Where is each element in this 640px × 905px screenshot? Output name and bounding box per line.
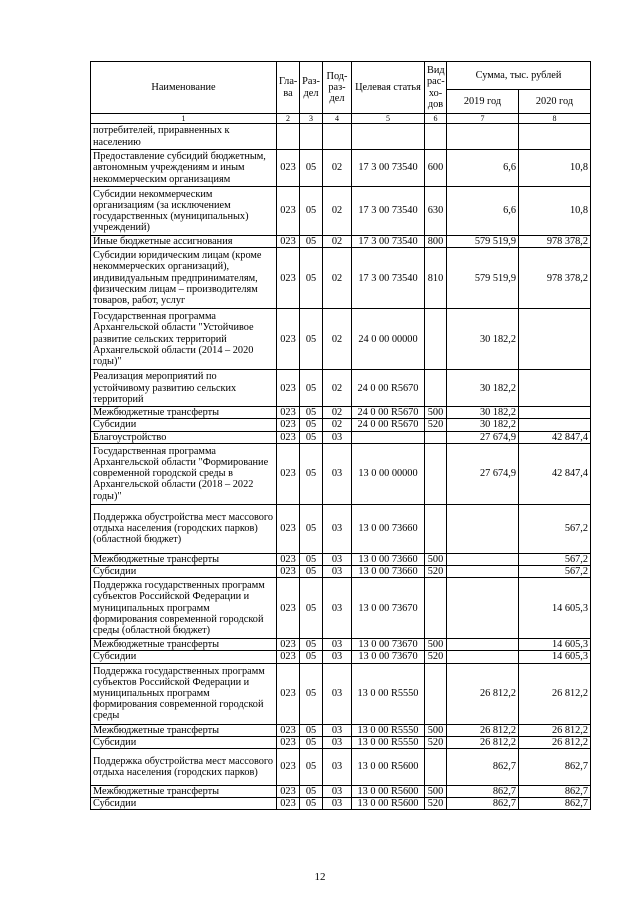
row-name-cell: Предоставление субсидий бюджетным, автономным учреждениям и иным некоммерческим организациям: [91, 150, 277, 187]
row-target-cell: 13 0 00 73660: [352, 504, 425, 553]
row-chapter-cell: 023: [277, 736, 300, 748]
row-sum-2020-cell: [519, 309, 591, 370]
row-subsection-cell: 03: [323, 504, 352, 553]
header-year-2019: 2019 год: [447, 90, 519, 114]
row-target-cell: 24 0 00 R5670: [352, 419, 425, 431]
row-target-cell: 24 0 00 R5670: [352, 370, 425, 407]
row-chapter-cell: 023: [277, 578, 300, 639]
table-row: [91, 187, 591, 236]
row-expense-type-cell: 520: [425, 736, 447, 748]
row-target-cell: [352, 124, 425, 150]
row-sum-2019-cell: 26 812,2: [447, 724, 519, 736]
row-sum-2019-cell: 30 182,2: [447, 309, 519, 370]
table-header: [91, 62, 591, 124]
row-expense-type-cell: 520: [425, 798, 447, 810]
row-expense-type-cell: [425, 443, 447, 504]
row-name-cell: Государственная программа Архангельской области "Формирование современной городской среды в Архангельской области (2018 – 2022 годы)": [91, 443, 277, 504]
header-sum: Сумма, тыс. рублей: [447, 62, 591, 90]
row-chapter-cell: 023: [277, 786, 300, 798]
row-sum-2020-cell: 567,2: [519, 566, 591, 578]
row-chapter-cell: 023: [277, 724, 300, 736]
row-chapter-cell: 023: [277, 419, 300, 431]
row-expense-type-cell: 500: [425, 407, 447, 419]
row-expense-type-cell: 520: [425, 419, 447, 431]
row-target-cell: 17 3 00 73540: [352, 248, 425, 309]
row-chapter-cell: 023: [277, 150, 300, 187]
row-name-cell: Реализация мероприятий по устойчивому развитию сельских территорий: [91, 370, 277, 407]
row-target-cell: 24 0 00 00000: [352, 309, 425, 370]
row-expense-type-cell: [425, 124, 447, 150]
row-section-cell: 05: [300, 749, 323, 786]
row-subsection-cell: 02: [323, 309, 352, 370]
row-subsection-cell: 03: [323, 566, 352, 578]
row-sum-2020-cell: 862,7: [519, 786, 591, 798]
row-sum-2020-cell: 567,2: [519, 553, 591, 565]
row-chapter-cell: [277, 124, 300, 150]
row-name-cell: Субсидии: [91, 566, 277, 578]
table-row: [91, 736, 591, 748]
row-sum-2020-cell: 14 605,3: [519, 651, 591, 663]
table-row: [91, 150, 591, 187]
row-section-cell: [300, 124, 323, 150]
row-expense-type-cell: 500: [425, 553, 447, 565]
table-row: [91, 124, 591, 150]
row-sum-2020-cell: [519, 407, 591, 419]
row-section-cell: 05: [300, 236, 323, 248]
row-sum-2020-cell: [519, 419, 591, 431]
row-subsection-cell: 03: [323, 749, 352, 786]
row-target-cell: 13 0 00 R5550: [352, 663, 425, 724]
row-subsection-cell: 02: [323, 187, 352, 236]
row-sum-2019-cell: 862,7: [447, 798, 519, 810]
row-expense-type-cell: [425, 578, 447, 639]
row-sum-2020-cell: 14 605,3: [519, 578, 591, 639]
column-index-cell: 1: [91, 114, 277, 124]
row-subsection-cell: 03: [323, 578, 352, 639]
row-subsection-cell: 02: [323, 419, 352, 431]
row-sum-2019-cell: 30 182,2: [447, 407, 519, 419]
table-row: [91, 798, 591, 810]
row-name-cell: Межбюджетные трансферты: [91, 786, 277, 798]
row-subsection-cell: 03: [323, 798, 352, 810]
row-section-cell: 05: [300, 443, 323, 504]
row-name-cell: Субсидии: [91, 798, 277, 810]
row-section-cell: 05: [300, 724, 323, 736]
row-sum-2020-cell: [519, 124, 591, 150]
row-sum-2019-cell: 26 812,2: [447, 736, 519, 748]
table-row: [91, 566, 591, 578]
row-sum-2019-cell: [447, 553, 519, 565]
budget-table: [90, 61, 591, 810]
row-target-cell: 17 3 00 73540: [352, 187, 425, 236]
row-section-cell: 05: [300, 187, 323, 236]
row-target-cell: 17 3 00 73540: [352, 236, 425, 248]
row-section-cell: 05: [300, 798, 323, 810]
row-section-cell: 05: [300, 786, 323, 798]
row-sum-2020-cell: 862,7: [519, 749, 591, 786]
table-row: [91, 236, 591, 248]
row-subsection-cell: 02: [323, 407, 352, 419]
row-name-cell: Субсидии юридическим лицам (кроме некоммерческих организаций), индивидуальным предпринимателям, физическим лицам – производителям товаров, работ, услуг: [91, 248, 277, 309]
row-sum-2019-cell: [447, 504, 519, 553]
row-subsection-cell: 03: [323, 443, 352, 504]
row-expense-type-cell: 500: [425, 786, 447, 798]
table-row: [91, 504, 591, 553]
row-sum-2020-cell: 10,8: [519, 150, 591, 187]
table-row: [91, 407, 591, 419]
header-subsection: Под-раз-дел: [323, 62, 352, 114]
row-section-cell: 05: [300, 431, 323, 443]
row-chapter-cell: 023: [277, 553, 300, 565]
row-sum-2020-cell: [519, 370, 591, 407]
row-section-cell: 05: [300, 309, 323, 370]
row-name-cell: Межбюджетные трансферты: [91, 407, 277, 419]
row-expense-type-cell: [425, 504, 447, 553]
table-row: [91, 370, 591, 407]
row-subsection-cell: 03: [323, 431, 352, 443]
row-target-cell: 13 0 00 73670: [352, 651, 425, 663]
row-sum-2019-cell: [447, 578, 519, 639]
row-name-cell: Иные бюджетные ассигнования: [91, 236, 277, 248]
row-section-cell: 05: [300, 651, 323, 663]
row-expense-type-cell: [425, 370, 447, 407]
row-name-cell: Благоустройство: [91, 431, 277, 443]
row-name-cell: Межбюджетные трансферты: [91, 724, 277, 736]
row-subsection-cell: 03: [323, 736, 352, 748]
row-sum-2020-cell: 978 378,2: [519, 248, 591, 309]
row-expense-type-cell: 520: [425, 566, 447, 578]
row-chapter-cell: 023: [277, 504, 300, 553]
table-row: [91, 578, 591, 639]
row-chapter-cell: 023: [277, 431, 300, 443]
table-row: [91, 309, 591, 370]
row-section-cell: 05: [300, 419, 323, 431]
row-section-cell: 05: [300, 566, 323, 578]
row-target-cell: 13 0 00 73660: [352, 553, 425, 565]
row-sum-2020-cell: 862,7: [519, 798, 591, 810]
row-target-cell: 13 0 00 73660: [352, 566, 425, 578]
column-index-cell: 5: [352, 114, 425, 124]
row-subsection-cell: 03: [323, 651, 352, 663]
row-section-cell: 05: [300, 553, 323, 565]
column-index-cell: 6: [425, 114, 447, 124]
row-target-cell: 13 0 00 R5600: [352, 798, 425, 810]
row-chapter-cell: 023: [277, 639, 300, 651]
row-name-cell: Межбюджетные трансферты: [91, 639, 277, 651]
row-subsection-cell: 02: [323, 236, 352, 248]
header-chapter: Гла-ва: [277, 62, 300, 114]
row-name-cell: Субсидии: [91, 419, 277, 431]
row-expense-type-cell: 800: [425, 236, 447, 248]
row-target-cell: 13 0 00 R5600: [352, 786, 425, 798]
row-sum-2020-cell: 42 847,4: [519, 443, 591, 504]
row-name-cell: потребителей, приравненных к населению: [91, 124, 277, 150]
row-expense-type-cell: 600: [425, 150, 447, 187]
row-target-cell: 17 3 00 73540: [352, 150, 425, 187]
row-subsection-cell: [323, 124, 352, 150]
row-subsection-cell: 02: [323, 248, 352, 309]
row-section-cell: 05: [300, 407, 323, 419]
row-sum-2019-cell: [447, 124, 519, 150]
table-row: [91, 443, 591, 504]
column-index-cell: 3: [300, 114, 323, 124]
table-row: [91, 651, 591, 663]
row-sum-2020-cell: 10,8: [519, 187, 591, 236]
row-target-cell: 24 0 00 R5670: [352, 407, 425, 419]
table-body: [91, 124, 591, 810]
row-name-cell: Поддержка обустройства мест массового отдыха населения (городских парков) (областной бюджет): [91, 504, 277, 553]
header-expense-type: Вид рас-хо-дов: [425, 62, 447, 114]
row-sum-2019-cell: [447, 566, 519, 578]
column-index-cell: 7: [447, 114, 519, 124]
row-sum-2019-cell: 30 182,2: [447, 419, 519, 431]
row-subsection-cell: 02: [323, 370, 352, 407]
row-chapter-cell: 023: [277, 798, 300, 810]
table-row: [91, 639, 591, 651]
row-target-cell: 13 0 00 R5600: [352, 749, 425, 786]
header-name: Наименование: [91, 62, 277, 114]
row-sum-2020-cell: 14 605,3: [519, 639, 591, 651]
row-target-cell: 13 0 00 00000: [352, 443, 425, 504]
row-sum-2019-cell: 27 674,9: [447, 443, 519, 504]
row-sum-2019-cell: 862,7: [447, 749, 519, 786]
row-subsection-cell: 03: [323, 663, 352, 724]
column-index-row: [91, 114, 591, 124]
row-expense-type-cell: [425, 309, 447, 370]
row-name-cell: Субсидии: [91, 736, 277, 748]
row-sum-2019-cell: 579 519,9: [447, 248, 519, 309]
page-number: 12: [314, 871, 326, 883]
row-sum-2020-cell: 26 812,2: [519, 736, 591, 748]
row-sum-2019-cell: 30 182,2: [447, 370, 519, 407]
row-chapter-cell: 023: [277, 566, 300, 578]
row-name-cell: Государственная программа Архангельской области "Устойчивое развитие сельских территорий Архангельской области (2014 – 2020 годы)": [91, 309, 277, 370]
row-section-cell: 05: [300, 150, 323, 187]
row-section-cell: 05: [300, 370, 323, 407]
row-sum-2020-cell: 978 378,2: [519, 236, 591, 248]
row-sum-2020-cell: 26 812,2: [519, 724, 591, 736]
row-name-cell: Поддержка государственных программ субъектов Российской Федерации и муниципальных программ формирования современной городской среды: [91, 663, 277, 724]
row-sum-2019-cell: 6,6: [447, 187, 519, 236]
row-section-cell: 05: [300, 663, 323, 724]
row-chapter-cell: 023: [277, 370, 300, 407]
row-chapter-cell: 023: [277, 663, 300, 724]
row-chapter-cell: 023: [277, 749, 300, 786]
row-target-cell: 13 0 00 73670: [352, 639, 425, 651]
row-sum-2020-cell: 567,2: [519, 504, 591, 553]
row-chapter-cell: 023: [277, 187, 300, 236]
row-chapter-cell: 023: [277, 407, 300, 419]
row-sum-2019-cell: [447, 639, 519, 651]
row-name-cell: Поддержка государственных программ субъектов Российской Федерации и муниципальных программ формирования современной городской среды (областной бюджет): [91, 578, 277, 639]
row-chapter-cell: 023: [277, 443, 300, 504]
row-sum-2019-cell: 862,7: [447, 786, 519, 798]
row-expense-type-cell: [425, 749, 447, 786]
row-subsection-cell: 03: [323, 724, 352, 736]
document-page: [90, 61, 590, 810]
row-name-cell: Межбюджетные трансферты: [91, 553, 277, 565]
table-row: [91, 248, 591, 309]
row-subsection-cell: 02: [323, 150, 352, 187]
row-expense-type-cell: 500: [425, 724, 447, 736]
header-year-2020: 2020 год: [519, 90, 591, 114]
table-row: [91, 553, 591, 565]
row-chapter-cell: 023: [277, 651, 300, 663]
row-expense-type-cell: [425, 431, 447, 443]
column-index-cell: 8: [519, 114, 591, 124]
table-row: [91, 663, 591, 724]
table-row: [91, 749, 591, 786]
row-sum-2019-cell: 27 674,9: [447, 431, 519, 443]
row-target-cell: 13 0 00 73670: [352, 578, 425, 639]
row-sum-2019-cell: 6,6: [447, 150, 519, 187]
row-subsection-cell: 03: [323, 786, 352, 798]
row-target-cell: [352, 431, 425, 443]
row-sum-2019-cell: 579 519,9: [447, 236, 519, 248]
row-section-cell: 05: [300, 639, 323, 651]
row-sum-2019-cell: [447, 651, 519, 663]
row-section-cell: 05: [300, 578, 323, 639]
row-expense-type-cell: 500: [425, 639, 447, 651]
row-section-cell: 05: [300, 736, 323, 748]
row-section-cell: 05: [300, 504, 323, 553]
row-chapter-cell: 023: [277, 236, 300, 248]
header-section: Раз-дел: [300, 62, 323, 114]
row-section-cell: 05: [300, 248, 323, 309]
row-sum-2020-cell: 26 812,2: [519, 663, 591, 724]
row-sum-2020-cell: 42 847,4: [519, 431, 591, 443]
table-row: [91, 786, 591, 798]
column-index-cell: 2: [277, 114, 300, 124]
row-subsection-cell: 03: [323, 553, 352, 565]
row-chapter-cell: 023: [277, 309, 300, 370]
column-index-cell: 4: [323, 114, 352, 124]
row-expense-type-cell: 520: [425, 651, 447, 663]
table-row: [91, 724, 591, 736]
row-target-cell: 13 0 00 R5550: [352, 724, 425, 736]
row-expense-type-cell: 630: [425, 187, 447, 236]
header-target: Целевая статья: [352, 62, 425, 114]
row-sum-2019-cell: 26 812,2: [447, 663, 519, 724]
row-expense-type-cell: 810: [425, 248, 447, 309]
row-expense-type-cell: [425, 663, 447, 724]
row-subsection-cell: 03: [323, 639, 352, 651]
table-row: [91, 431, 591, 443]
row-chapter-cell: 023: [277, 248, 300, 309]
table-row: [91, 419, 591, 431]
row-name-cell: Поддержка обустройства мест массового отдыха населения (городских парков): [91, 749, 277, 786]
row-name-cell: Субсидии некоммерческим организациям (за исключением государственных (муниципальных) учреждений): [91, 187, 277, 236]
row-name-cell: Субсидии: [91, 651, 277, 663]
row-target-cell: 13 0 00 R5550: [352, 736, 425, 748]
